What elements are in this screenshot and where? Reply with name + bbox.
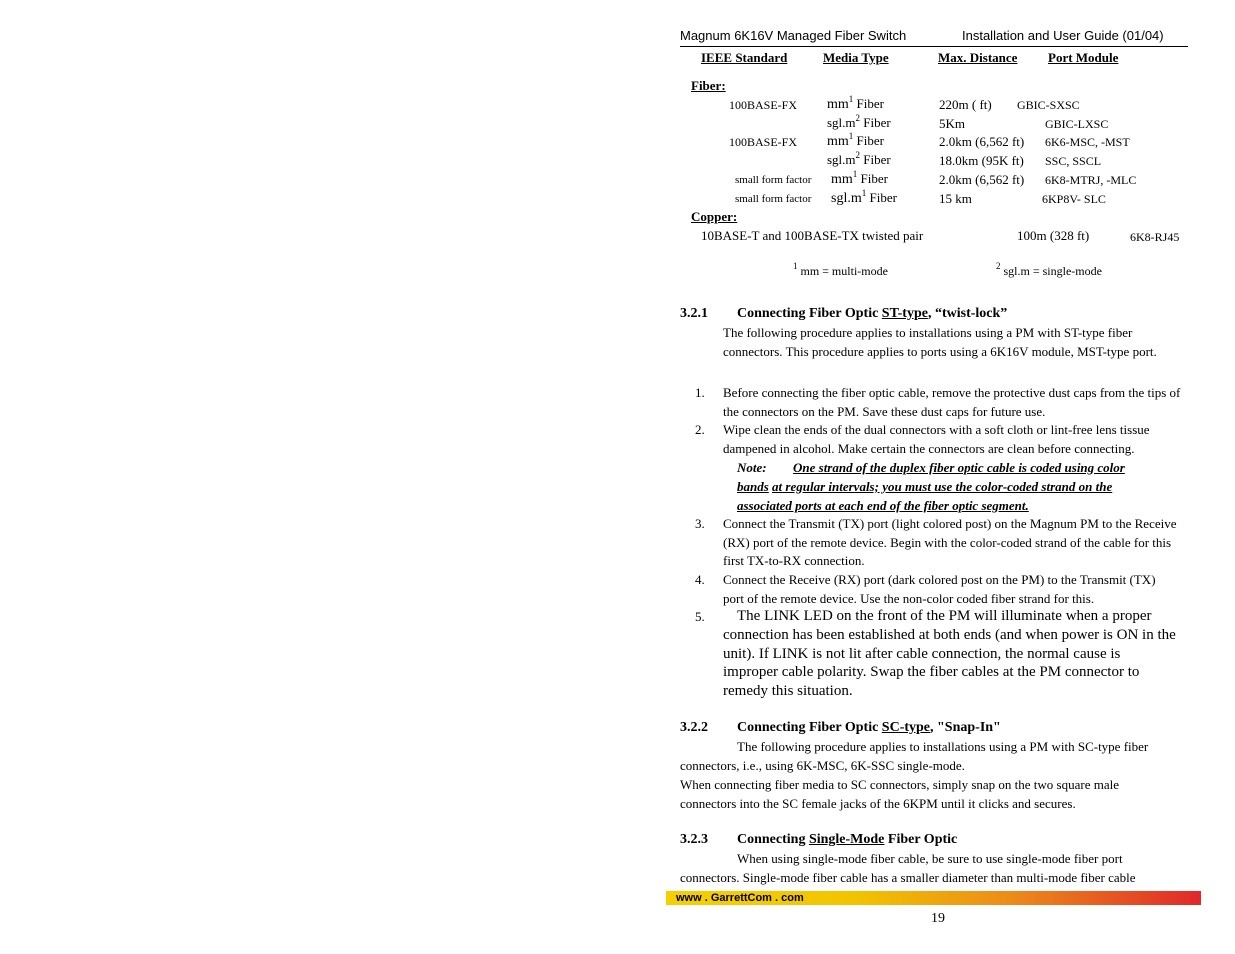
row-media: $mm^1$ Fiber — [827, 131, 884, 149]
step-number: 1. — [695, 385, 705, 400]
section-3-2-2-line: connectors into the SC female jacks of the 6KPM until it clicks and secures. — [680, 796, 1076, 811]
section-3-2-3-line: When using single-mode fiber cable, be sure to use single-mode fiber port — [737, 851, 1123, 866]
page-number: 19 — [931, 911, 945, 926]
row-distance: 2.0km (6,562 ft) — [939, 172, 1025, 187]
footer-url: www . GarrettCom . com — [676, 892, 804, 904]
row-module: 6KP8V- SLC — [1042, 192, 1106, 206]
row-distance: 5Km — [939, 116, 965, 131]
section-3-2-1-number: 3.2.1 — [680, 306, 708, 321]
note-line-1: One strand of the duplex fiber optic cable is coded using color — [793, 460, 1125, 475]
header-right: Installation and User Guide (01/04) — [962, 28, 1164, 43]
row-media: $sgl.m^2$ Fiber — [827, 113, 891, 130]
step-4-text: Connect the Receive (RX) port (dark colored post on the PM) to the Transmit (TX) port of the remote device. Use the non-color coded fiber strand for this. — [723, 572, 1156, 606]
row-standard: small form factor — [735, 174, 812, 186]
footer-bar — [666, 891, 1201, 905]
copper-label: Copper: — [691, 209, 738, 224]
row-distance: 2.0km (6,562 ft) — [939, 134, 1025, 149]
section-3-2-2-line: The following procedure applies to installations using a PM with SC-type fiber — [737, 739, 1149, 754]
note-line-3: associated ports at each end of the fiber optic segment. — [737, 498, 1029, 513]
col-header-ieee: IEEE Standard — [701, 50, 788, 65]
note-line-2: bands at regular intervals; you must use the color-coded strand on the — [737, 479, 1113, 494]
row-module: 6K6-MSC, -MST — [1045, 135, 1130, 149]
row-standard: 10BASE-T and 100BASE-TX twisted pair — [701, 228, 924, 243]
row-distance: 18.0km (95K ft) — [939, 153, 1024, 168]
row-media: $mm^1$ Fiber — [827, 94, 884, 112]
row-distance: 15 km — [939, 191, 972, 206]
row-media: $mm^1$ Fiber — [831, 169, 888, 187]
step-number: 2. — [695, 422, 705, 437]
row-module: 6K8-RJ45 — [1130, 230, 1180, 244]
row-standard: small form factor — [735, 193, 812, 205]
row-media: $sgl.m^2$ Fiber — [827, 150, 891, 167]
row-module: GBIC-SXSC — [1017, 98, 1080, 112]
section-3-2-1-title: Connecting Fiber Optic ST-type, “twist-lock” — [737, 306, 1008, 321]
note-label: Note: — [737, 460, 767, 475]
footnote-multi-mode: $^1$ mm = multi-mode — [793, 261, 888, 278]
step-1-text: Before connecting the fiber optic cable, remove the protective dust caps from the tips of the connectors on the PM. Save these dust caps for future use. — [723, 385, 1181, 419]
step-5-text: The LINK LED on the front of the PM will illuminate when a proper connection has been established at both ends (and when power is ON in the unit). If LINK is not lit after cable connection, the normal cause is improper cable polarity. Swap the fiber cables at the PM connector to remedy this situation. — [723, 608, 1176, 700]
section-3-2-3-line: connectors. Single-mode fiber cable has a smaller diameter than multi-mode fiber cable — [680, 870, 1136, 885]
row-module: 6K8-MTRJ, -MLC — [1045, 173, 1137, 187]
step-number: 5. — [695, 609, 705, 624]
row-module: SSC, SSCL — [1045, 154, 1102, 168]
col-header-module: Port Module — [1048, 50, 1119, 65]
row-standard: 100BASE-FX — [729, 135, 798, 149]
step-2-text: Wipe clean the ends of the dual connectors with a soft cloth or lint-free lens tissue dampened in alcohol. Make certain the connectors are clean before connecting. — [723, 422, 1150, 456]
section-3-2-3-number: 3.2.3 — [680, 832, 708, 847]
step-number: 4. — [695, 572, 705, 587]
row-standard: 100BASE-FX — [729, 98, 798, 112]
header-rule — [680, 46, 1188, 47]
row-media: $sgl.m^1$ Fiber — [831, 188, 897, 206]
row-distance: 100m (328 ft) — [1017, 228, 1090, 243]
col-header-distance: Max. Distance — [938, 50, 1018, 65]
fiber-label: Fiber: — [691, 78, 726, 93]
row-module: GBIC-LXSC — [1045, 117, 1109, 131]
col-header-media: Media Type — [823, 50, 889, 65]
step-number: 3. — [695, 516, 705, 531]
section-3-2-2-line: When connecting fiber media to SC connectors, simply snap on the two square male — [680, 777, 1119, 792]
section-3-2-2-number: 3.2.2 — [680, 720, 708, 735]
section-3-2-1-intro: The following procedure applies to installations using a PM with ST-type fiber connectors. This procedure applies to ports using a 6K16V module, MST-type port. — [723, 325, 1157, 359]
step-3-text: Connect the Transmit (TX) port (light colored post) on the Magnum PM to the Receive (RX) port of the remote device. Begin with the color-coded strand of the cable for this first TX-to-RX connection. — [723, 516, 1177, 569]
footnote-single-mode: $^2$ sgl.m = single-mode — [996, 261, 1102, 278]
section-3-2-3-title: Connecting Single-Mode Fiber Optic — [737, 832, 958, 847]
header-left: Magnum 6K16V Managed Fiber Switch — [680, 28, 907, 43]
section-3-2-2-title: Connecting Fiber Optic SC-type, "Snap-In" — [737, 720, 1001, 735]
row-distance: 220m ( ft) — [939, 97, 992, 112]
section-3-2-2-line: connectors, i.e., using 6K-MSC, 6K-SSC single-mode. — [680, 758, 965, 773]
